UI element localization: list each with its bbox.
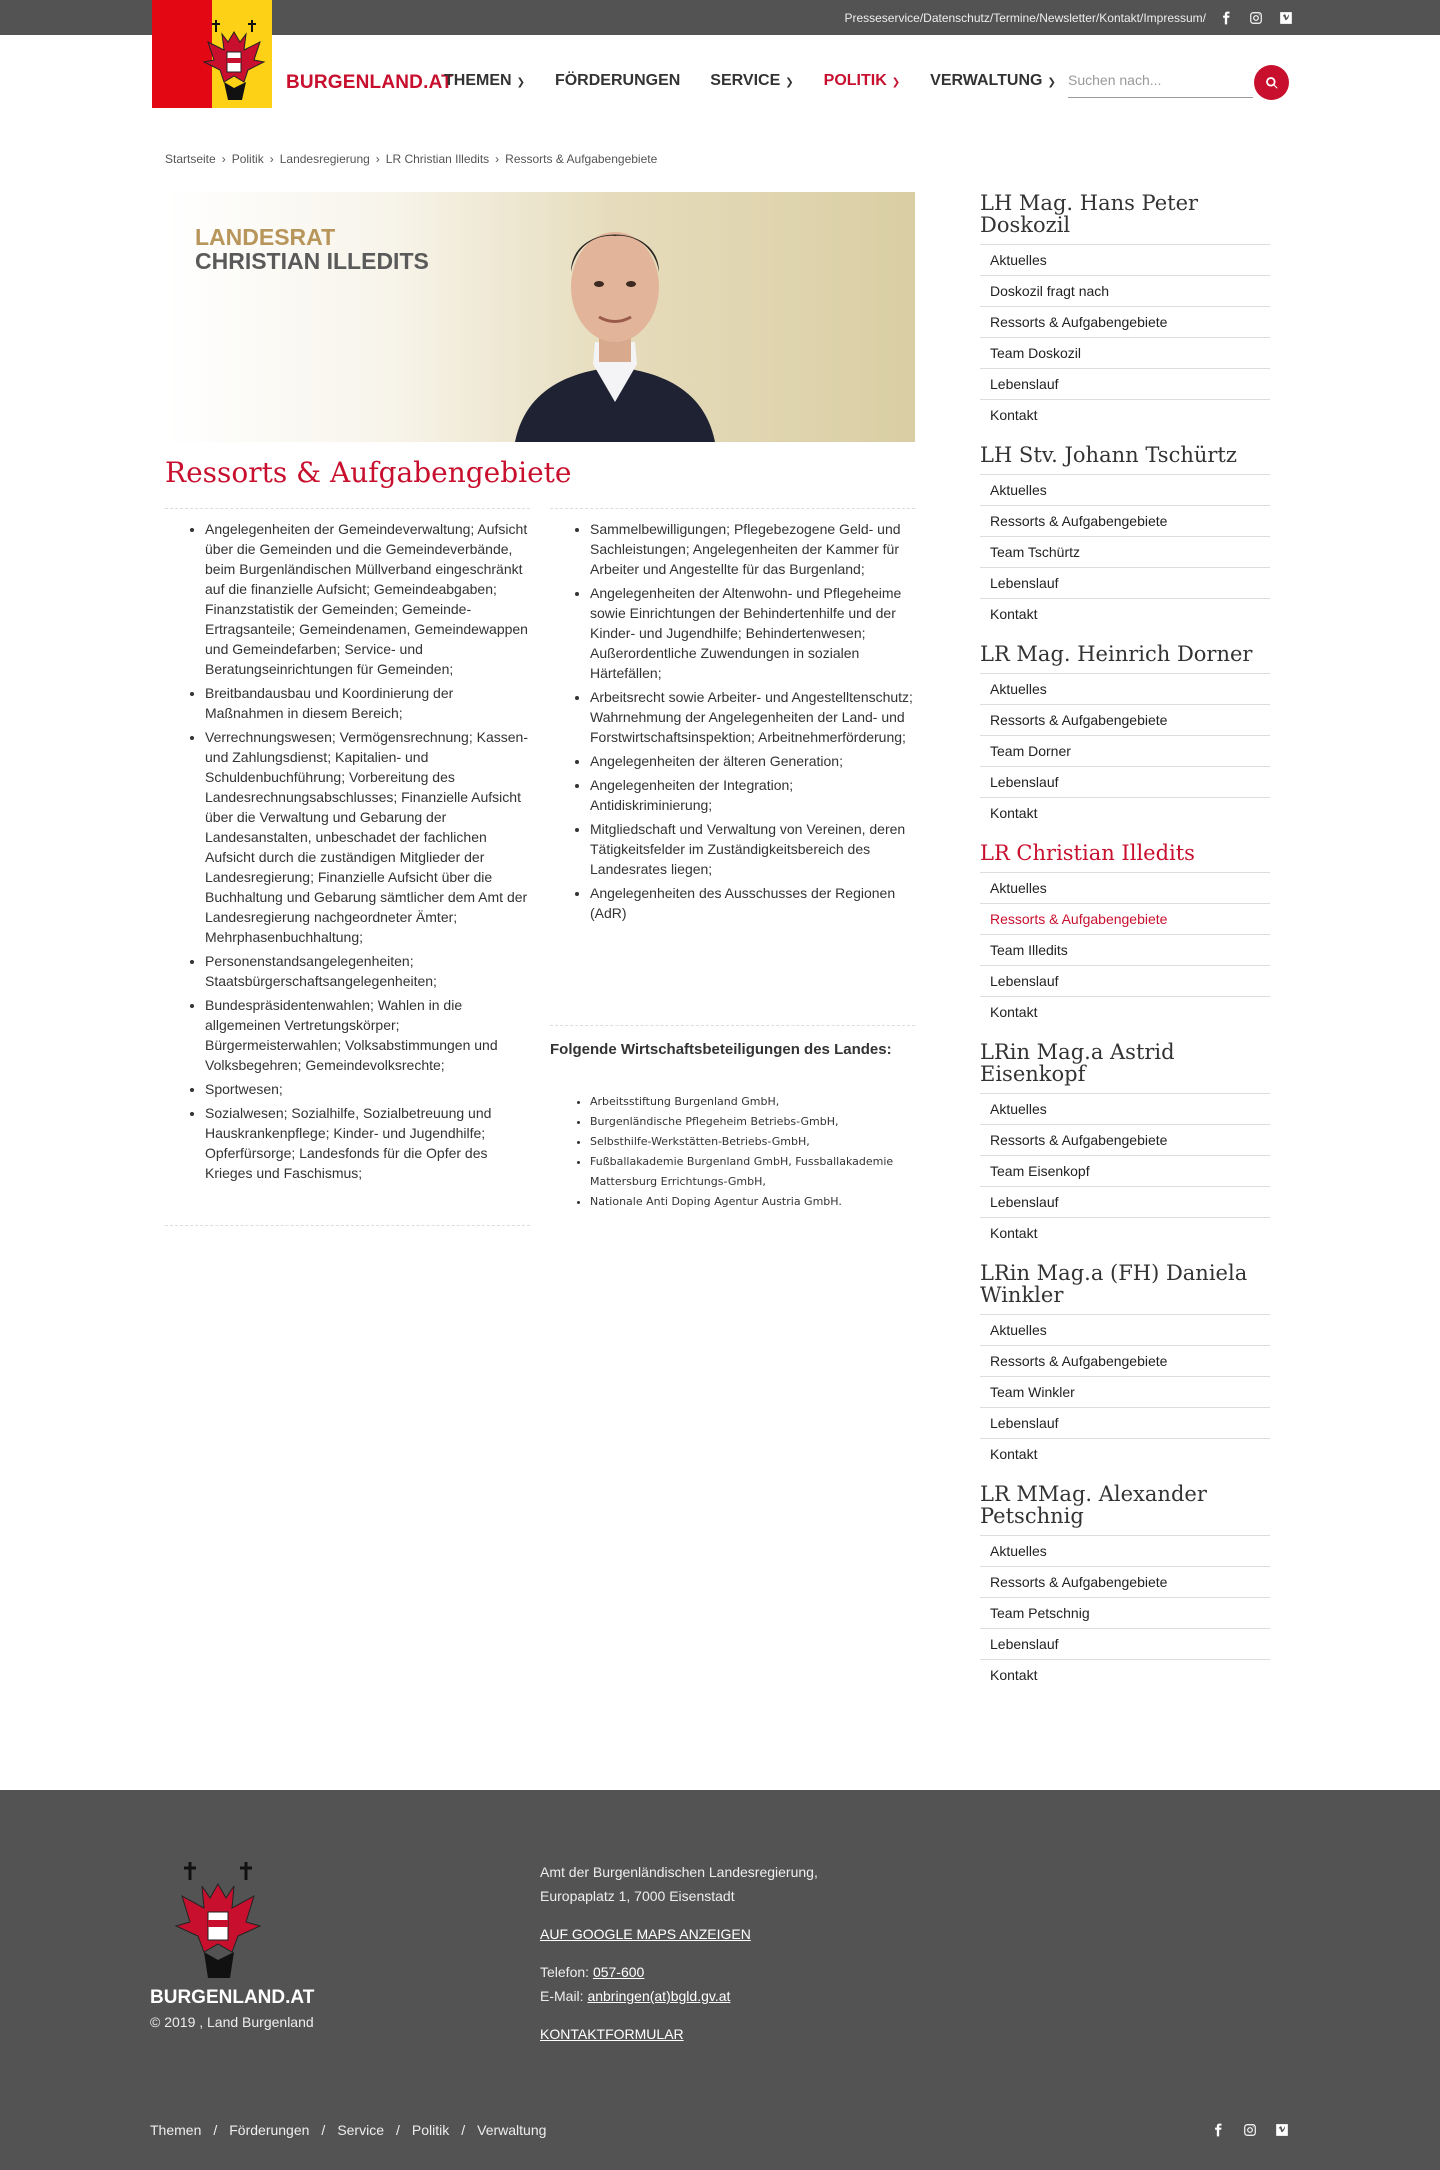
footer-nav-service[interactable]: Service [337, 2122, 384, 2138]
breadcrumb-separator: › [495, 152, 500, 166]
sidebar [980, 192, 1270, 1704]
separator: / [1202, 10, 1206, 25]
sidebar-group-title[interactable]: LH Stv. Johann Tschürtz [980, 443, 1237, 467]
footer-address [540, 1860, 818, 2046]
resort-item: • Angelegenheiten der Altenwohn- und Pflegeheime sowie Einrichtungen der Behindertenhilfe und der Kinder- und Jugendhilfe; Behindertenwesen; Außerordentliche Zuwendungen in sozialen Härtefällen; [590, 583, 915, 683]
beteiligung-item: • Fußballakademie Burgenland GmbH, Fussballakademie Mattersburg Errichtungs-GmbH, [590, 1152, 915, 1192]
footer-copyright: © 2019 , Land Burgenland [150, 2014, 314, 2030]
separator: / [396, 2122, 400, 2138]
breadcrumb [165, 152, 657, 166]
footer-nav [150, 2122, 546, 2138]
sidebar-item[interactable]: Lebenslauf [980, 766, 1270, 797]
top-link-datenschutz[interactable]: Datenschutz [923, 10, 990, 25]
sidebar-item[interactable]: Team Tschürtz [980, 536, 1270, 567]
footer-nav-politik[interactable]: Politik [411, 2122, 450, 2138]
beteiligung-item: • Burgenländische Pflegeheim Betriebs-GmbH, [590, 1112, 915, 1132]
resort-item: • Angelegenheiten des Ausschusses der Regionen (AdR) [590, 883, 915, 923]
beteiligung-item: • Arbeitsstiftung Burgenland GmbH, [590, 1092, 915, 1112]
resort-item: • Angelegenheiten der Integration; Antidiskriminierung; [590, 775, 915, 815]
top-link-kontakt[interactable]: Kontakt [1099, 10, 1140, 25]
nav-label: SERVICE [710, 72, 781, 89]
sidebar-item[interactable]: Lebenslauf [980, 1407, 1270, 1438]
footer-nav-themen[interactable]: Themen [150, 2122, 202, 2138]
footer [0, 1790, 1440, 2170]
portrait-photo [475, 192, 755, 442]
separator: / [989, 10, 994, 25]
social-links [1218, 10, 1294, 26]
sidebar-item[interactable]: Kontakt [980, 1659, 1270, 1690]
chevron-down-icon: ❯ [891, 76, 901, 88]
beteiligung-item: • Nationale Anti Doping Agentur Austria GmbH. [590, 1192, 915, 1212]
resort-item: • Verrechnungswesen; Vermögensrechnung; Kassen- und Zahlungsdienst; Kapitalien- und Schuldenbuchführung; Vorbereitung des Landesrechnungsabschlusses; Finanzielle Aufsicht über die Verwaltung und Gebarung der Landesanstalten, unbeschadet der fachlichen Aufsicht durch die zuständigen Mitglieder der Landesregierung; Finanzielle Aufsicht über die Buchhaltung und Gebarung sämtlicher dem Amt der Landesregierung nachgeordneter Ämter; Mehrphasenbuchhaltung; [205, 727, 530, 947]
sidebar-item[interactable]: Team Petschnig [980, 1597, 1270, 1628]
breadcrumb-separator: › [221, 152, 226, 166]
resort-item: • Arbeitsrecht sowie Arbeiter- und Angestelltenschutz; Wahrnehmung der Angelegenheiten der Land- und Forstwirtschaftsinspektion; Arbeitnehmerförderung; [590, 687, 915, 747]
nav-label: FÖRDERUNGEN [554, 72, 681, 89]
sidebar-item[interactable]: Doskozil fragt nach [980, 275, 1270, 306]
sidebar-item[interactable]: Ressorts & Aufgabengebiete [980, 903, 1270, 934]
instagram-icon[interactable] [1248, 10, 1264, 26]
nav-verwaltung[interactable] [930, 72, 1056, 90]
address-line-2: Europaplatz 1, 7000 Eisenstadt [540, 1888, 735, 1904]
breadcrumb-politik[interactable]: Politik [231, 152, 264, 166]
top-link-termine[interactable]: Termine [993, 10, 1036, 25]
hero-banner [165, 192, 915, 442]
sidebar-item[interactable]: Aktuelles [980, 872, 1270, 903]
coat-of-arms-logo [168, 1858, 268, 1980]
beteiligungen-heading: Folgende Wirtschaftsbeteiligungen des Landes: [550, 1041, 892, 1058]
address-line-1: Amt der Burgenländischen Landesregierung, [540, 1864, 818, 1880]
vimeo-icon[interactable] [1278, 10, 1294, 26]
nav-themen[interactable] [444, 72, 525, 90]
resort-item: • Angelegenheiten der Gemeindeverwaltung; Aufsicht über die Gemeinden und die Gemeindeverbände, beim Burgenländischen Müllverband eingeschränkt auf die finanzielle Aufsicht; Gemeindeabgaben; Finanzstatistik der Gemeinden; Gemeinde-Ertragsanteile; Gemeindenamen, Gemeindewappen und Gemeindefarben; Service- und Beratungseinrichtungen für Gemeinden; [205, 519, 530, 679]
resort-list [165, 519, 530, 1183]
google-maps-link[interactable]: AUF GOOGLE MAPS ANZEIGEN [540, 1926, 751, 1942]
sidebar-item[interactable]: Team Winkler [980, 1376, 1270, 1407]
sidebar-item[interactable]: Aktuelles [980, 474, 1270, 505]
logo[interactable] [152, 0, 272, 108]
sidebar-item[interactable]: Team Doskozil [980, 337, 1270, 368]
search-button[interactable] [1254, 65, 1289, 100]
resort-column-1 [165, 508, 530, 1226]
resort-item: • Angelegenheiten der älteren Generation; [590, 751, 915, 771]
contact-form-link[interactable]: KONTAKTFORMULAR [540, 2026, 684, 2042]
sidebar-item[interactable]: Lebenslauf [980, 567, 1270, 598]
brand-name[interactable]: BURGENLAND.AT [286, 72, 453, 93]
sidebar-item[interactable]: Kontakt [980, 1438, 1270, 1469]
phone-label: Telefon: [540, 1964, 590, 1980]
page-title: Ressorts & Aufgabengebiete [165, 456, 572, 489]
resort-item: • Sozialwesen; Sozialhilfe, Sozialbetreuung und Hauskrankenpflege; Kinder- und Jugendhilfe; Opferfürsorge; Landesfonds für die Opfer des Krieges und Faschismus; [205, 1103, 530, 1183]
facebook-icon[interactable] [1210, 2122, 1226, 2138]
chevron-down-icon: ❯ [1047, 76, 1056, 88]
sidebar-group-title[interactable]: LR Christian Illedits [980, 841, 1195, 865]
breadcrumb-illedits[interactable]: LR Christian Illedits [385, 152, 490, 166]
sidebar-item[interactable]: Aktuelles [980, 1093, 1270, 1124]
sidebar-item[interactable]: Lebenslauf [980, 1186, 1270, 1217]
nav-label: THEMEN [444, 72, 512, 89]
sidebar-group-title[interactable]: LR Mag. Heinrich Dorner [980, 642, 1253, 666]
sidebar-item[interactable]: Kontakt [980, 797, 1270, 828]
sidebar-item[interactable]: Lebenslauf [980, 368, 1270, 399]
hero-title-line1: LANDESRAT [195, 224, 336, 250]
search-box [1068, 64, 1253, 98]
sidebar-item[interactable]: Aktuelles [980, 1314, 1270, 1345]
nav-service[interactable] [710, 72, 793, 90]
sidebar-group [980, 842, 1270, 1027]
sidebar-item[interactable]: Team Eisenkopf [980, 1155, 1270, 1186]
top-links [844, 0, 1294, 35]
sidebar-group-title[interactable]: LRin Mag.a Astrid Eisenkopf [980, 1040, 1175, 1086]
sidebar-item[interactable]: Ressorts & Aufgabengebiete [980, 505, 1270, 536]
resort-item: • Sportwesen; [205, 1079, 530, 1099]
top-link-impressum[interactable]: Impressum [1143, 10, 1203, 25]
breadcrumb-separator: › [375, 152, 380, 166]
email-label: E-Mail: [540, 1988, 584, 2004]
beteiligung-item: • Selbsthilfe-Werkstätten-Betriebs-GmbH, [590, 1132, 915, 1152]
facebook-icon[interactable] [1218, 10, 1234, 26]
separator: / [1139, 10, 1144, 25]
sidebar-group [980, 1483, 1270, 1690]
phone-link[interactable]: 057-600 [592, 1964, 645, 1980]
resort-column-2 [550, 508, 915, 1026]
chevron-down-icon: ❯ [785, 76, 794, 88]
beteiligungen-items [550, 1092, 915, 1212]
sidebar-item[interactable]: Ressorts & Aufgabengebiete [980, 704, 1270, 735]
sidebar-item[interactable]: Ressorts & Aufgabengebiete [980, 1566, 1270, 1597]
resort-item: • Breitbandausbau und Koordinierung der Maßnahmen in diesem Bereich; [205, 683, 530, 723]
sidebar-item[interactable]: Lebenslauf [980, 965, 1270, 996]
sidebar-group [980, 643, 1270, 828]
breadcrumb-current: Ressorts & Aufgabengebiete [505, 152, 658, 166]
separator: / [1035, 10, 1040, 25]
hero-title-line2: CHRISTIAN ILLEDITS [195, 248, 429, 274]
breadcrumb-landesregierung[interactable]: Landesregierung [279, 152, 370, 166]
sidebar-item[interactable]: Ressorts & Aufgabengebiete [980, 1345, 1270, 1376]
sidebar-item[interactable]: Aktuelles [980, 244, 1270, 275]
sidebar-item[interactable]: Team Illedits [980, 934, 1270, 965]
sidebar-item[interactable]: Ressorts & Aufgabengebiete [980, 1124, 1270, 1155]
sidebar-item[interactable]: Kontakt [980, 598, 1270, 629]
beteiligungen-list [550, 1092, 915, 1212]
nav-label: VERWALTUNG [930, 72, 1043, 89]
sidebar-group-title[interactable]: LRin Mag.a (FH) Daniela Winkler [980, 1261, 1248, 1307]
top-link-newsletter[interactable]: Newsletter [1039, 10, 1096, 25]
sidebar-item[interactable]: Ressorts & Aufgabengebiete [980, 306, 1270, 337]
sidebar-group-title[interactable]: LH Mag. Hans Peter Doskozil [980, 191, 1199, 237]
vimeo-icon[interactable] [1274, 2122, 1290, 2138]
search-input[interactable] [1068, 64, 1253, 96]
nav-label: POLITIK [823, 72, 887, 89]
nav-politik[interactable] [824, 72, 901, 90]
search-icon [1265, 76, 1279, 90]
sidebar-item[interactable]: Aktuelles [980, 1535, 1270, 1566]
separator: / [213, 2122, 218, 2138]
sidebar-item[interactable]: Kontakt [980, 996, 1270, 1027]
footer-brand: BURGENLAND.AT [150, 1987, 315, 2008]
resort-item: • Bundespräsidentenwahlen; Wahlen in die allgemeinen Vertretungskörper; Bürgermeisterwahlen; Volksabstimmungen und Volksbegehren; Gemeindevolksrechte; [205, 995, 530, 1075]
sidebar-item[interactable]: Kontakt [980, 399, 1270, 430]
resort-item: • Sammelbewilligungen; Pflegebezogene Geld- und Sachleistungen; Angelegenheiten der Kammer für Arbeiter und Angestellte für das Burgenland; [590, 519, 915, 579]
nav-foerderungen[interactable] [555, 72, 680, 90]
separator: / [321, 2122, 326, 2138]
footer-nav-foerderungen[interactable]: Förderungen [229, 2122, 310, 2138]
resort-item: • Mitgliedschaft und Verwaltung von Vereinen, deren Tätigkeitsfelder im Zuständigkeitsbereich des Landesrates liegen; [590, 819, 915, 879]
sidebar-group-title[interactable]: LR MMag. Alexander Petschnig [980, 1482, 1207, 1528]
main-nav [444, 72, 1056, 90]
instagram-icon[interactable] [1242, 2122, 1258, 2138]
separator: / [461, 2122, 466, 2138]
footer-nav-verwaltung[interactable]: Verwaltung [477, 2122, 547, 2138]
sidebar-group [980, 1041, 1270, 1248]
top-link-presseservice[interactable]: Presseservice [844, 10, 920, 25]
sidebar-item[interactable]: Lebenslauf [980, 1628, 1270, 1659]
sidebar-item[interactable]: Aktuelles [980, 673, 1270, 704]
sidebar-group [980, 444, 1270, 629]
separator: / [919, 10, 924, 25]
resort-item: • Personenstandsangelegenheiten; Staatsbürgerschaftsangelegenheiten; [205, 951, 530, 991]
separator: / [1095, 10, 1100, 25]
footer-social [1210, 2122, 1290, 2138]
email-link[interactable]: anbringen(at)bgld.gv.at [587, 1988, 731, 2004]
sidebar-group [980, 1262, 1270, 1469]
resort-list [550, 519, 915, 923]
breadcrumb-separator: › [269, 152, 274, 166]
sidebar-item[interactable]: Kontakt [980, 1217, 1270, 1248]
chevron-down-icon: ❯ [516, 76, 525, 88]
sidebar-item[interactable]: Team Dorner [980, 735, 1270, 766]
breadcrumb-startseite[interactable]: Startseite [165, 152, 216, 166]
sidebar-group [980, 192, 1270, 430]
